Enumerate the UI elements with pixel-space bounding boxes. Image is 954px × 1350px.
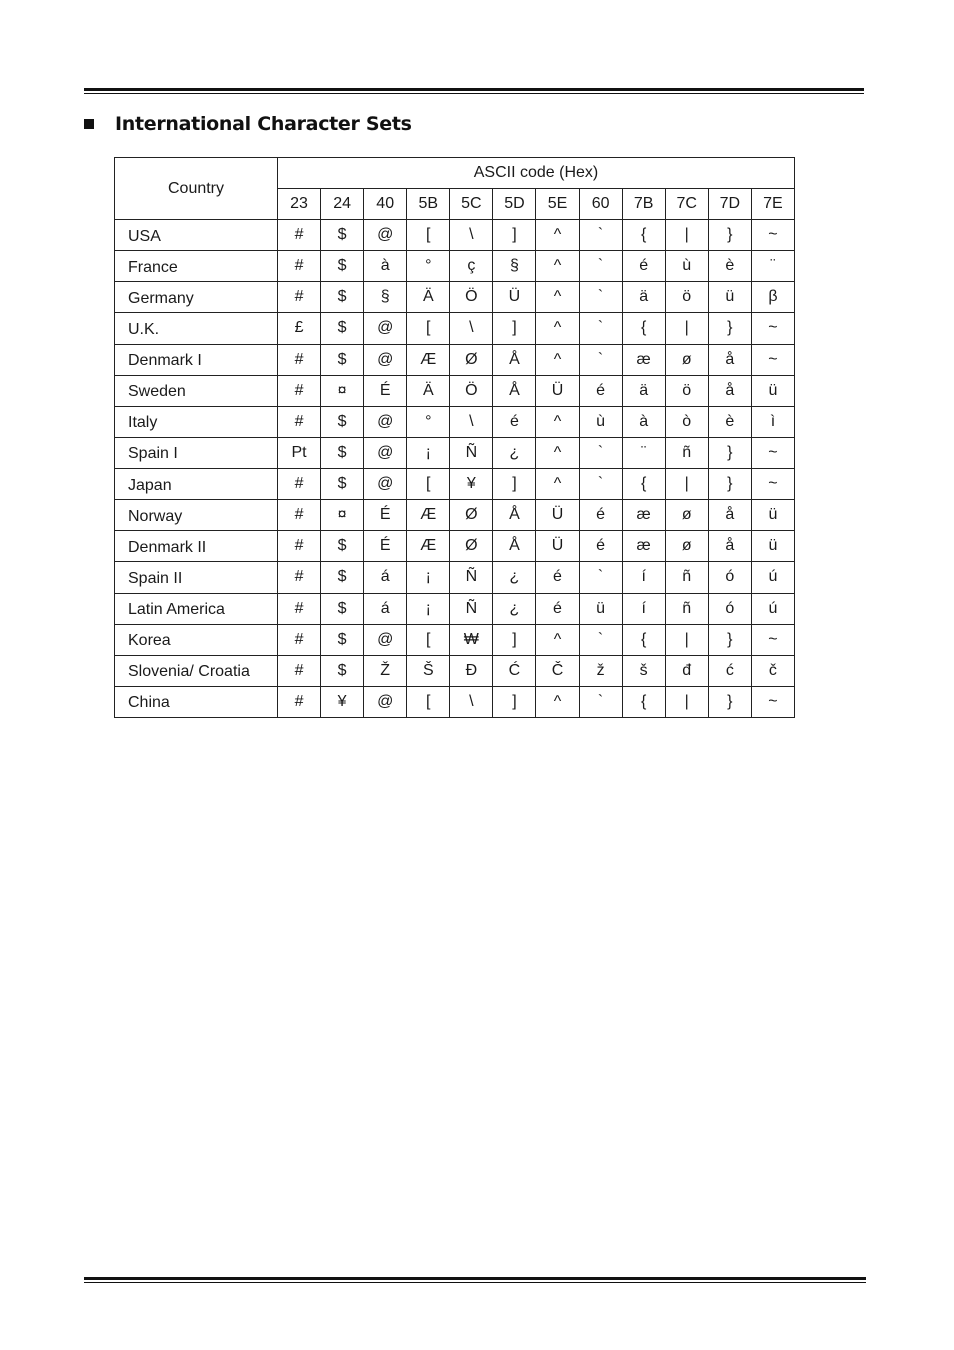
character-cell: @ <box>364 624 407 655</box>
character-cell: ¡ <box>407 437 450 468</box>
character-cell: æ <box>622 531 665 562</box>
character-cell: ] <box>493 469 536 500</box>
character-cell: Ü <box>536 375 579 406</box>
character-set-table <box>114 157 795 718</box>
character-cell: ¥ <box>321 686 364 717</box>
character-cell: æ <box>622 500 665 531</box>
character-cell: đ <box>665 655 708 686</box>
character-cell: å <box>708 375 751 406</box>
character-cell: é <box>536 562 579 593</box>
character-cell: ° <box>407 251 450 282</box>
character-cell: ú <box>751 593 794 624</box>
hex-code-header: 60 <box>579 189 622 220</box>
section-title: International Character Sets <box>115 113 412 135</box>
hex-code-header: 7B <box>622 189 665 220</box>
character-cell: Ø <box>450 344 493 375</box>
character-cell: ~ <box>751 686 794 717</box>
character-cell: ú <box>751 562 794 593</box>
character-cell: Ñ <box>450 593 493 624</box>
country-cell: USA <box>115 220 278 251</box>
character-cell: ~ <box>751 220 794 251</box>
country-column-header: Country <box>115 158 278 220</box>
square-bullet-icon <box>84 119 94 129</box>
character-cell: ^ <box>536 251 579 282</box>
character-cell: § <box>493 251 536 282</box>
character-cell: ù <box>579 406 622 437</box>
character-cell: Å <box>493 500 536 531</box>
character-cell: ö <box>665 282 708 313</box>
character-cell: č <box>751 655 794 686</box>
character-cell: { <box>622 469 665 500</box>
character-cell: ] <box>493 624 536 655</box>
character-cell: ì <box>751 406 794 437</box>
character-cell: } <box>708 437 751 468</box>
character-cell: ` <box>579 437 622 468</box>
hex-code-header: 5B <box>407 189 450 220</box>
character-cell: Ž <box>364 655 407 686</box>
country-cell: Korea <box>115 624 278 655</box>
character-cell: Pt <box>278 437 321 468</box>
character-cell: ` <box>579 282 622 313</box>
table-row <box>115 531 795 562</box>
character-cell: Ñ <box>450 562 493 593</box>
character-cell: ¤ <box>321 375 364 406</box>
table-row <box>115 282 795 313</box>
character-cell: ` <box>579 562 622 593</box>
character-cell: ] <box>493 220 536 251</box>
character-cell: ó <box>708 593 751 624</box>
character-cell: ü <box>579 593 622 624</box>
character-cell: ^ <box>536 406 579 437</box>
character-cell: É <box>364 500 407 531</box>
character-cell: Ä <box>407 375 450 406</box>
character-cell: ` <box>579 313 622 344</box>
character-cell: É <box>364 531 407 562</box>
character-cell: # <box>278 686 321 717</box>
character-cell: ^ <box>536 220 579 251</box>
character-cell: # <box>278 344 321 375</box>
character-cell: Æ <box>407 500 450 531</box>
character-cell: ~ <box>751 344 794 375</box>
country-cell: Norway <box>115 500 278 531</box>
character-cell: í <box>622 593 665 624</box>
character-cell: ü <box>751 500 794 531</box>
character-cell: | <box>665 624 708 655</box>
character-cell: | <box>665 313 708 344</box>
country-cell: Spain I <box>115 437 278 468</box>
character-cell: # <box>278 406 321 437</box>
character-cell: $ <box>321 624 364 655</box>
character-cell: š <box>622 655 665 686</box>
character-cell: $ <box>321 220 364 251</box>
character-cell: ñ <box>665 593 708 624</box>
character-cell: ó <box>708 562 751 593</box>
character-cell: Ø <box>450 500 493 531</box>
character-cell: ñ <box>665 437 708 468</box>
character-cell: Š <box>407 655 450 686</box>
character-cell: $ <box>321 344 364 375</box>
character-cell: Å <box>493 344 536 375</box>
character-cell: é <box>493 406 536 437</box>
character-cell: É <box>364 375 407 406</box>
hex-code-header: 5E <box>536 189 579 220</box>
hex-code-header: 24 <box>321 189 364 220</box>
character-cell: ` <box>579 686 622 717</box>
character-cell: # <box>278 624 321 655</box>
country-cell: Sweden <box>115 375 278 406</box>
table-row <box>115 220 795 251</box>
table-body <box>115 220 795 718</box>
table-row <box>115 562 795 593</box>
character-cell: ¨ <box>622 437 665 468</box>
character-cell: # <box>278 655 321 686</box>
character-cell: ^ <box>536 469 579 500</box>
character-cell: Ü <box>493 282 536 313</box>
country-cell: Spain II <box>115 562 278 593</box>
country-cell: Germany <box>115 282 278 313</box>
table-row <box>115 437 795 468</box>
character-cell: ~ <box>751 469 794 500</box>
character-cell: Ü <box>536 500 579 531</box>
character-cell: ø <box>665 500 708 531</box>
character-cell: è <box>708 251 751 282</box>
character-cell: Č <box>536 655 579 686</box>
character-cell: ü <box>708 282 751 313</box>
character-cell: Ä <box>407 282 450 313</box>
character-cell: ž <box>579 655 622 686</box>
character-cell: Å <box>493 375 536 406</box>
character-cell: \ <box>450 686 493 717</box>
character-cell: à <box>622 406 665 437</box>
character-cell: [ <box>407 313 450 344</box>
country-cell: Denmark II <box>115 531 278 562</box>
character-cell: # <box>278 562 321 593</box>
character-cell: $ <box>321 406 364 437</box>
character-cell: ñ <box>665 562 708 593</box>
character-cell: ¿ <box>493 593 536 624</box>
character-cell: # <box>278 593 321 624</box>
character-cell: # <box>278 500 321 531</box>
character-cell: ₩ <box>450 624 493 655</box>
section-heading <box>84 113 412 135</box>
header-rule <box>84 88 864 94</box>
character-cell: [ <box>407 686 450 717</box>
hex-group-header: ASCII code (Hex) <box>278 158 795 189</box>
character-cell: à <box>364 251 407 282</box>
country-cell: Italy <box>115 406 278 437</box>
table-row <box>115 500 795 531</box>
character-cell: β <box>751 282 794 313</box>
table-row <box>115 655 795 686</box>
character-cell: \ <box>450 220 493 251</box>
character-cell: ù <box>665 251 708 282</box>
table-row <box>115 344 795 375</box>
character-cell: ö <box>665 375 708 406</box>
table-row <box>115 313 795 344</box>
character-cell: é <box>579 375 622 406</box>
character-cell: ò <box>665 406 708 437</box>
table-row <box>115 686 795 717</box>
character-cell: # <box>278 469 321 500</box>
table-row <box>115 624 795 655</box>
character-cell: $ <box>321 282 364 313</box>
character-cell: | <box>665 220 708 251</box>
character-cell: Ø <box>450 531 493 562</box>
character-cell: ^ <box>536 437 579 468</box>
hex-code-header: 5C <box>450 189 493 220</box>
hex-code-header: 7C <box>665 189 708 220</box>
character-cell: | <box>665 469 708 500</box>
country-cell: China <box>115 686 278 717</box>
character-cell: Ć <box>493 655 536 686</box>
character-cell: @ <box>364 686 407 717</box>
table-row <box>115 469 795 500</box>
character-cell: @ <box>364 469 407 500</box>
character-cell: ] <box>493 686 536 717</box>
hex-code-header: 23 <box>278 189 321 220</box>
character-cell: { <box>622 313 665 344</box>
country-cell: Latin America <box>115 593 278 624</box>
character-cell: \ <box>450 406 493 437</box>
character-cell: á <box>364 593 407 624</box>
table-row <box>115 593 795 624</box>
country-cell: U.K. <box>115 313 278 344</box>
table-row <box>115 375 795 406</box>
character-cell: ü <box>751 531 794 562</box>
character-cell: Æ <box>407 531 450 562</box>
country-cell: Slovenia/ Croatia <box>115 655 278 686</box>
character-cell: é <box>579 531 622 562</box>
character-cell: { <box>622 624 665 655</box>
character-cell: | <box>665 686 708 717</box>
character-cell: $ <box>321 313 364 344</box>
character-cell: } <box>708 686 751 717</box>
country-cell: France <box>115 251 278 282</box>
character-cell: è <box>708 406 751 437</box>
character-cell: ^ <box>536 313 579 344</box>
character-cell: ¡ <box>407 562 450 593</box>
character-cell: Ü <box>536 531 579 562</box>
character-cell: ` <box>579 344 622 375</box>
character-cell: ` <box>579 469 622 500</box>
character-cell: ø <box>665 531 708 562</box>
hex-code-header: 7E <box>751 189 794 220</box>
character-cell: [ <box>407 220 450 251</box>
country-cell: Japan <box>115 469 278 500</box>
character-cell: # <box>278 282 321 313</box>
country-cell: Denmark I <box>115 344 278 375</box>
footer-rule <box>84 1277 866 1283</box>
character-cell: ^ <box>536 282 579 313</box>
character-cell: $ <box>321 655 364 686</box>
character-cell: é <box>622 251 665 282</box>
character-cell: á <box>364 562 407 593</box>
character-cell: $ <box>321 469 364 500</box>
table-row <box>115 406 795 437</box>
character-cell: # <box>278 531 321 562</box>
character-cell: ç <box>450 251 493 282</box>
character-cell: ¨ <box>751 251 794 282</box>
character-cell: æ <box>622 344 665 375</box>
character-cell: $ <box>321 562 364 593</box>
character-cell: ć <box>708 655 751 686</box>
character-cell: ¥ <box>450 469 493 500</box>
character-cell: # <box>278 375 321 406</box>
character-cell: } <box>708 313 751 344</box>
character-cell: { <box>622 220 665 251</box>
character-cell: ¡ <box>407 593 450 624</box>
character-cell: } <box>708 624 751 655</box>
character-cell: ^ <box>536 344 579 375</box>
character-cell: Đ <box>450 655 493 686</box>
character-cell: ^ <box>536 624 579 655</box>
character-cell: ø <box>665 344 708 375</box>
character-cell: Ö <box>450 375 493 406</box>
character-cell: í <box>622 562 665 593</box>
character-cell: @ <box>364 220 407 251</box>
character-cell: é <box>536 593 579 624</box>
character-cell: å <box>708 531 751 562</box>
character-cell: ° <box>407 406 450 437</box>
character-cell: # <box>278 251 321 282</box>
character-cell: ` <box>579 251 622 282</box>
character-cell: [ <box>407 469 450 500</box>
character-cell: ä <box>622 282 665 313</box>
character-cell: ¤ <box>321 500 364 531</box>
character-cell: $ <box>321 531 364 562</box>
character-cell: é <box>579 500 622 531</box>
character-cell: ¿ <box>493 562 536 593</box>
table-row <box>115 251 795 282</box>
character-cell: $ <box>321 437 364 468</box>
character-cell: ~ <box>751 313 794 344</box>
character-cell: £ <box>278 313 321 344</box>
character-cell: $ <box>321 251 364 282</box>
character-cell: Ñ <box>450 437 493 468</box>
character-cell: } <box>708 220 751 251</box>
character-cell: @ <box>364 344 407 375</box>
character-cell: @ <box>364 406 407 437</box>
character-cell: Æ <box>407 344 450 375</box>
character-cell: Å <box>493 531 536 562</box>
character-cell: å <box>708 344 751 375</box>
character-cell: @ <box>364 437 407 468</box>
character-cell: ä <box>622 375 665 406</box>
character-cell: § <box>364 282 407 313</box>
character-cell: ~ <box>751 624 794 655</box>
hex-code-header: 40 <box>364 189 407 220</box>
character-cell: å <box>708 500 751 531</box>
hex-code-header: 7D <box>708 189 751 220</box>
character-cell: } <box>708 469 751 500</box>
character-cell: ü <box>751 375 794 406</box>
character-cell: Ö <box>450 282 493 313</box>
character-cell: ^ <box>536 686 579 717</box>
character-cell: ¿ <box>493 437 536 468</box>
character-cell: @ <box>364 313 407 344</box>
character-cell: { <box>622 686 665 717</box>
character-cell: $ <box>321 593 364 624</box>
character-cell: # <box>278 220 321 251</box>
hex-code-header: 5D <box>493 189 536 220</box>
character-cell: ` <box>579 220 622 251</box>
character-cell: ] <box>493 313 536 344</box>
character-cell: ` <box>579 624 622 655</box>
character-cell: ~ <box>751 437 794 468</box>
character-cell: \ <box>450 313 493 344</box>
character-cell: [ <box>407 624 450 655</box>
